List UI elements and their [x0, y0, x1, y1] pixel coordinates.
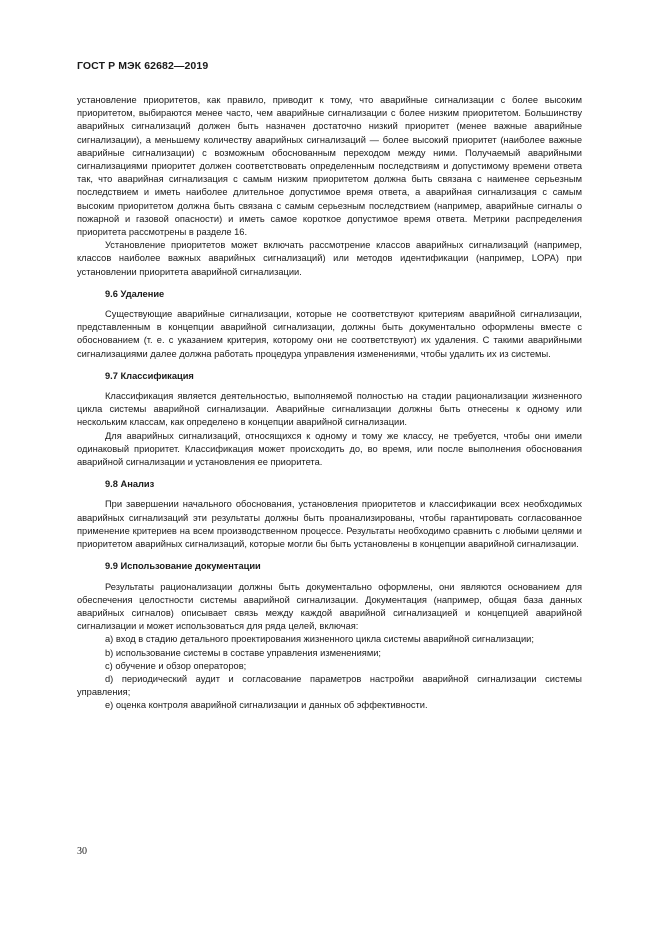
section-9-8-heading: 9.8 Анализ [105, 479, 155, 490]
intro-paragraph-1: установление приоритетов, как правило, приводит к тому, что аварийные сигнализации с более высоким приоритетом, выбираются менее часто, чем аварийные сигнализации с более низким приоритетом. Большинству аварийных сигнализаций должен быть назначен достаточно низкий приоритет (менее важные аварийные сигнализации), а меньшему количеству аварийных сигнализаций — более высокий приоритет (наиболее важные аварийные сигнализации) с возможным обоснованным переходом между ними. Получаемый аварийными сигнализациями приоритет должен соответствовать определенным последствиям и допустимому времени ответа так, что аварийная сигнализация с самым низким приоритетом должна быть связана с наименее серьезным последствием и иметь наиболее длительное допустимое время ответа, а аварийная сигнализация с самым высоким приоритетом должна быть связана с самым серьезным последствием (например, аварийные сигналы о пожарной и газовой опасности) и иметь самое короткое допустимое время ответа. Метрики распределения приоритета рассмотрены в разделе 16. [77, 95, 582, 238]
section-9-9-paragraph: Результаты рационализации должны быть документально оформлены, они являются основанием для обеспечения целостности системы аварийной сигнализации. Документация (например, общая база данных аварийных сигналов) описывает связь между каждой аварийной сигнализацией и концепцией аварийной сигнализации и может использоваться для ряда целей, включая: [77, 581, 582, 632]
section-9-6-heading: 9.6 Удаление [105, 288, 165, 299]
intro-paragraph-2: Установление приоритетов может включать рассмотрение классов аварийных сигнализаций (например, классов наиболее важных аварийных сигнализаций) или методов идентификации (например, LOPA) при установлении приоритета аварийной сигнализации. [77, 240, 582, 277]
list-item-d: d) периодический аудит и согласование параметров настройки аварийной сигнализации системы управления; [77, 673, 582, 698]
document-body [77, 94, 582, 713]
list-item-a: a) вход в стадию детального проектирования жизненного цикла системы аварийной сигнализации; [105, 634, 534, 645]
list-item-e: e) оценка контроля аварийной сигнализации и данных об эффективности. [105, 700, 428, 711]
list-item-c: c) обучение и обзор операторов; [105, 660, 247, 671]
section-9-6-paragraph: Существующие аварийные сигнализации, которые не соответствуют критериям аварийной сигнализации, представленным в концепции аварийной сигнализации, должны быть документально оформлены вместе с обоснованием (т. е. с указанием критерия, которому они не соответствуют) их удаления. С такими аварийными сигнализациями далее должна работать процедура управления изменениями, чтобы удалить их из системы. [77, 309, 582, 359]
section-9-7-heading: 9.7 Классификация [105, 370, 194, 381]
page-number: 30 [77, 846, 87, 857]
section-9-8-paragraph: При завершении начального обоснования, установления приоритетов и классификации всех необходимых аварийных сигнализаций эти результаты должны быть проанализированы, чтобы гарантировать согласованное применение критериев на всем производственном процессе. Результаты необходимо сравнить с любыми целями и приоритетом аварийных сигнализаций, которые могли бы быть установлены в концепции аварийной сигнализации. [77, 499, 582, 550]
section-9-7-paragraph-2: Для аварийных сигнализаций, относящихся к одному и тому же классу, не требуется, чтобы они имели одинаковый приоритет. Классификация может происходить до, во время, или после выполнения обоснования аварийной сигнализации и установления ее приоритета. [77, 430, 582, 468]
section-9-9-heading: 9.9 Использование документации [105, 561, 261, 572]
section-9-7-paragraph-1: Классификация является деятельностью, выполняемой полностью на стадии рационализации жизненного цикла системы аварийной сигнализации. Аварийные сигнализации должны быть отнесены к одному или нескольким классам, как определено в концепции аварийной сигнализации. [77, 391, 582, 428]
document-header: ГОСТ Р МЭК 62682—2019 [77, 60, 209, 72]
list-item-b: b) использование системы в составе управления изменениями; [105, 647, 381, 658]
